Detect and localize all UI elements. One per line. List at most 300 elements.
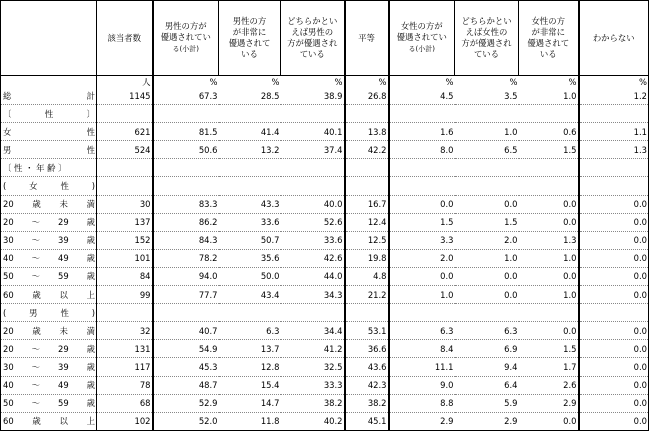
- cell-men-much: 43.4: [219, 286, 281, 304]
- row-label-part: 歳: [32, 289, 41, 300]
- cell-men-much: 43.3: [219, 195, 281, 213]
- header-men-much: [219, 1, 281, 76]
- cell-men-some: 33.3: [281, 376, 345, 394]
- table-row: [1, 105, 649, 123]
- row-label-part: 満: [86, 199, 95, 210]
- row-label-part: 計: [86, 90, 95, 101]
- row-label-part: 性: [86, 126, 95, 137]
- cell-men-some: [281, 105, 345, 123]
- unit-men-much: %: [271, 76, 280, 87]
- cell-women-total: 1.5: [389, 213, 455, 231]
- row-label-part: 60: [3, 289, 14, 300]
- unit-row: [1, 76, 649, 88]
- header-count: 該当者数: [97, 1, 153, 76]
- row-label-part: 性: [86, 144, 95, 155]
- cell-men-total: 81.5: [153, 123, 219, 141]
- header-women-some-line2: えば女性の: [465, 27, 508, 37]
- cell-equal: 42.2: [345, 141, 389, 159]
- header-men-much-line2: が非常に: [232, 27, 267, 37]
- table-row: [1, 412, 649, 430]
- cell-men-much: 12.8: [219, 358, 281, 376]
- row-label: [1, 412, 97, 430]
- header-women-some-line1: どちらかとい: [461, 16, 512, 26]
- cell-dont-know: 0.0: [579, 286, 649, 304]
- cell-equal: 4.8: [345, 267, 389, 285]
- unit-label-cell: [1, 76, 97, 88]
- unit-equal: %: [345, 76, 389, 88]
- cell-women-some: 2.9: [455, 412, 519, 430]
- header-women-total-line1: 女性の方が: [400, 21, 443, 31]
- cell-equal: [345, 304, 389, 322]
- row-label-part: 29: [57, 343, 69, 354]
- cell-women-total: 8.0: [389, 141, 455, 159]
- row-label-part: 20: [3, 325, 14, 336]
- cell-women-much: [519, 105, 579, 123]
- cell-men-total: 77.7: [153, 286, 219, 304]
- cell-equal: 21.2: [345, 286, 389, 304]
- header-men-much-line1: 男性の方: [232, 16, 267, 26]
- cell-equal: 26.8: [345, 87, 389, 105]
- cell-women-some: 1.0: [455, 123, 519, 141]
- row-label-part: 上: [86, 289, 95, 300]
- cell-dont-know: 0.0: [579, 358, 649, 376]
- unit-women-some: %: [509, 76, 518, 87]
- row-label-part: 歳: [86, 380, 95, 391]
- cell-women-much: 1.7: [519, 358, 579, 376]
- row-label-part: 49: [57, 253, 69, 264]
- row-label-part: 性: [44, 108, 54, 119]
- row-label-part: 歳: [32, 199, 41, 210]
- cell-women-much: 1.5: [519, 141, 579, 159]
- cell-equal: [345, 105, 389, 123]
- cell-men-much: 15.4: [219, 376, 281, 394]
- cell-women-much: 1.0: [519, 87, 579, 105]
- cell-women-some: [455, 159, 519, 177]
- table-row: [1, 358, 649, 376]
- header-men-some-line2: えば男性の: [291, 27, 334, 37]
- cell-count: 152: [97, 231, 153, 249]
- table-row: [1, 87, 649, 105]
- header-women-much-line2: が非常に: [531, 27, 565, 37]
- header-men-much-line4: いる: [241, 49, 258, 59]
- cell-dont-know: 0.0: [579, 267, 649, 285]
- cell-equal: 12.5: [345, 231, 389, 249]
- cell-women-some: 0.0: [455, 195, 519, 213]
- cell-men-total: 83.3: [153, 195, 219, 213]
- cell-men-total: [153, 105, 219, 123]
- cell-men-total: 52.0: [153, 412, 219, 430]
- cell-men-some: 32.5: [281, 358, 345, 376]
- cell-women-some: 0.0: [455, 286, 519, 304]
- row-label-part: 男: [3, 144, 12, 155]
- header-women-much-line4: いる: [539, 49, 557, 59]
- cell-women-some: 1.0: [455, 249, 519, 267]
- cell-men-much: 11.8: [219, 412, 281, 430]
- cell-women-total: 4.5: [389, 87, 455, 105]
- row-label-part: 性: [60, 307, 69, 318]
- row-label: [1, 304, 97, 322]
- row-label: [1, 123, 97, 141]
- row-label-part: 〕: [86, 108, 95, 119]
- row-label-part: 50: [3, 271, 14, 282]
- row-label: [1, 376, 97, 394]
- cell-women-total: [389, 304, 455, 322]
- cell-women-much: 1.0: [519, 249, 579, 267]
- row-label: [1, 177, 97, 195]
- header-men-some-line1: どちらかとい: [287, 16, 338, 26]
- cell-men-total: 50.6: [153, 141, 219, 159]
- cell-women-much: 0.0: [519, 195, 579, 213]
- row-label-part: 〜: [31, 217, 41, 228]
- unit-dont-know: %: [579, 76, 649, 88]
- cell-count: 101: [97, 249, 153, 267]
- row-label-part: 20: [3, 217, 14, 228]
- table-row: [1, 394, 649, 412]
- row-label-part: 歳: [86, 398, 95, 409]
- unit-men-some: %: [334, 76, 343, 87]
- cell-men-much: 50.7: [219, 231, 281, 249]
- row-label: [1, 231, 97, 249]
- cell-men-total: [153, 159, 219, 177]
- cell-equal: 36.6: [345, 340, 389, 358]
- cell-men-much: 14.7: [219, 394, 281, 412]
- row-label-part: 〜: [31, 361, 41, 372]
- cell-equal: 12.4: [345, 213, 389, 231]
- cell-men-much: 13.7: [219, 340, 281, 358]
- table-row: [1, 304, 649, 322]
- cell-women-much: 0.0: [519, 322, 579, 340]
- cell-men-some: 40.1: [281, 123, 345, 141]
- cell-equal: 43.6: [345, 358, 389, 376]
- cell-men-total: [153, 177, 219, 195]
- cell-count: [97, 159, 153, 177]
- cell-men-total: 94.0: [153, 267, 219, 285]
- cell-men-much: [219, 304, 281, 322]
- cell-dont-know: 0.0: [579, 340, 649, 358]
- cell-women-some: 9.4: [455, 358, 519, 376]
- cell-count: 117: [97, 358, 153, 376]
- cell-men-much: [219, 177, 281, 195]
- row-label-part: 歳: [32, 416, 41, 427]
- cell-count: 137: [97, 213, 153, 231]
- cell-men-much: [219, 159, 281, 177]
- cell-women-some: 6.4: [455, 376, 519, 394]
- cell-women-some: 6.5: [455, 141, 519, 159]
- header-men-total-line2: 優遇されてい: [160, 32, 211, 42]
- row-label-part: 30: [3, 361, 14, 372]
- row-label-part: (: [3, 307, 7, 318]
- table-body: [1, 76, 649, 431]
- cell-women-total: 6.3: [389, 322, 455, 340]
- cell-women-some: [455, 304, 519, 322]
- table-row: [1, 141, 649, 159]
- cell-men-total: 54.9: [153, 340, 219, 358]
- cell-count: 99: [97, 286, 153, 304]
- cell-count: 1145: [97, 87, 153, 105]
- header-women-total: [389, 1, 455, 76]
- row-label: [1, 213, 97, 231]
- cell-equal: 16.7: [345, 195, 389, 213]
- cell-men-some: 44.0: [281, 267, 345, 285]
- cell-dont-know: 0.0: [579, 249, 649, 267]
- cell-men-much: 28.5: [219, 87, 281, 105]
- cell-men-much: 35.6: [219, 249, 281, 267]
- cell-count: 84: [97, 267, 153, 285]
- cell-men-some: 52.6: [281, 213, 345, 231]
- cell-women-some: [455, 105, 519, 123]
- cell-men-total: 78.2: [153, 249, 219, 267]
- row-label-part: 女: [29, 181, 38, 192]
- unit-women-much: %: [568, 76, 577, 87]
- cell-women-total: 1.6: [389, 123, 455, 141]
- cell-equal: 38.2: [345, 394, 389, 412]
- row-label: [1, 358, 97, 376]
- cell-women-much: 2.9: [519, 394, 579, 412]
- cell-men-some: [281, 304, 345, 322]
- row-label-part: 男: [29, 307, 38, 318]
- cell-women-total: 0.0: [389, 267, 455, 285]
- cell-dont-know: [579, 304, 649, 322]
- cell-women-total: 8.4: [389, 340, 455, 358]
- cell-women-total: [389, 177, 455, 195]
- row-label-part: 40: [3, 253, 14, 264]
- cell-women-some: 2.0: [455, 231, 519, 249]
- cell-women-total: 1.0: [389, 286, 455, 304]
- unit-men-total: %: [153, 76, 219, 88]
- row-label: [1, 105, 97, 123]
- cell-women-much: [519, 177, 579, 195]
- row-label-part: 〜: [31, 380, 41, 391]
- row-label-part: 60: [3, 416, 14, 427]
- row-label-part: 歳: [32, 325, 41, 336]
- cell-equal: 45.1: [345, 412, 389, 430]
- cell-count: 621: [97, 123, 153, 141]
- row-label-part: (: [3, 181, 7, 192]
- cell-women-total: [389, 105, 455, 123]
- row-label: [1, 159, 97, 177]
- row-label-part: 〜: [31, 271, 41, 282]
- cell-men-some: 34.3: [281, 286, 345, 304]
- cell-men-some: [281, 177, 345, 195]
- row-label-part: 歳: [86, 343, 95, 354]
- cell-dont-know: 1.1: [579, 123, 649, 141]
- cell-men-total: 67.3: [153, 87, 219, 105]
- cell-dont-know: 0.0: [579, 231, 649, 249]
- row-label: [1, 267, 97, 285]
- row-label-part: 50: [3, 398, 14, 409]
- row-label-part: 40: [3, 380, 14, 391]
- header-men-some-line4: ている: [299, 49, 325, 59]
- row-label-part: 未: [59, 199, 68, 210]
- table-row: [1, 159, 649, 177]
- cell-men-some: 38.2: [281, 394, 345, 412]
- row-label-part: 歳: [86, 361, 95, 372]
- row-label-part: 39: [57, 235, 69, 246]
- row-label: [1, 340, 97, 358]
- cell-men-some: 40.2: [281, 412, 345, 430]
- row-label-part: 49: [57, 380, 69, 391]
- cell-women-total: 9.0: [389, 376, 455, 394]
- row-label-part: 20: [3, 199, 14, 210]
- header-women-much-line3: 優遇されて: [527, 38, 570, 48]
- cell-count: 131: [97, 340, 153, 358]
- row-label-part: 〜: [31, 398, 41, 409]
- row-label-part: 女: [3, 126, 12, 137]
- header-men-some: [281, 1, 345, 76]
- cell-dont-know: 0.0: [579, 195, 649, 213]
- cell-men-some: 40.0: [281, 195, 345, 213]
- unit-count: 人: [97, 76, 153, 88]
- table-row: [1, 376, 649, 394]
- cell-men-much: 6.3: [219, 322, 281, 340]
- cell-men-much: 13.2: [219, 141, 281, 159]
- header-women-much-line1: 女性の方: [531, 16, 565, 26]
- table-row: [1, 249, 649, 267]
- row-label-part: 満: [86, 325, 95, 336]
- cell-women-some: 0.0: [455, 267, 519, 285]
- row-label-part: 〜: [31, 343, 41, 354]
- row-label-part: 〜: [31, 235, 41, 246]
- table-row: [1, 195, 649, 213]
- row-label-part: 59: [57, 271, 69, 282]
- row-label-part: 以: [59, 416, 68, 427]
- cell-count: [97, 177, 153, 195]
- header-dont-know: わからない: [579, 1, 649, 76]
- cell-equal: 42.3: [345, 376, 389, 394]
- cell-women-some: 3.5: [455, 87, 519, 105]
- header-label-cell: [1, 1, 97, 76]
- cell-count: 68: [97, 394, 153, 412]
- cell-women-much: [519, 159, 579, 177]
- cell-women-much: 1.0: [519, 286, 579, 304]
- cell-men-some: 42.6: [281, 249, 345, 267]
- cell-equal: [345, 177, 389, 195]
- cell-dont-know: 0.0: [579, 394, 649, 412]
- cell-men-much: 41.4: [219, 123, 281, 141]
- cell-women-much: 0.0: [519, 412, 579, 430]
- row-label: [1, 249, 97, 267]
- cell-women-total: [389, 159, 455, 177]
- cell-women-some: 1.5: [455, 213, 519, 231]
- row-label-part: 歳: [86, 235, 95, 246]
- cell-count: 102: [97, 412, 153, 430]
- cell-women-much: 0.6: [519, 123, 579, 141]
- row-label-part: 30: [3, 235, 14, 246]
- cell-women-some: [455, 177, 519, 195]
- cell-men-some: [281, 159, 345, 177]
- cell-count: [97, 105, 153, 123]
- header-women-much: [519, 1, 579, 76]
- row-label: [1, 141, 97, 159]
- header-women-some-line4: ている: [473, 49, 500, 59]
- cell-men-total: 52.9: [153, 394, 219, 412]
- cell-men-some: 34.4: [281, 322, 345, 340]
- cell-men-some: 33.6: [281, 231, 345, 249]
- cell-men-total: 45.3: [153, 358, 219, 376]
- row-label-part: ): [91, 181, 95, 192]
- row-label-part: 歳: [86, 271, 95, 282]
- header-equal: 平等: [345, 1, 389, 76]
- row-label-part: 未: [59, 325, 68, 336]
- header-men-total-line3: る(小計): [172, 45, 199, 53]
- row-label-part: 歳: [86, 253, 95, 264]
- cell-women-much: 0.0: [519, 213, 579, 231]
- cell-dont-know: 0.0: [579, 376, 649, 394]
- row-label-part: 〔: [3, 108, 12, 119]
- header-men-some-line3: 方が優遇され: [287, 38, 338, 48]
- header-women-some: [455, 1, 519, 76]
- row-label: [1, 286, 97, 304]
- cell-count: 78: [97, 376, 153, 394]
- header-men-total: [153, 1, 219, 76]
- cell-dont-know: 1.2: [579, 87, 649, 105]
- cell-count: 32: [97, 322, 153, 340]
- row-label: [1, 394, 97, 412]
- row-label-part: 以: [59, 289, 68, 300]
- cell-dont-know: [579, 177, 649, 195]
- cell-count: 524: [97, 141, 153, 159]
- cell-count: 30: [97, 195, 153, 213]
- row-label: [1, 322, 97, 340]
- cell-dont-know: [579, 159, 649, 177]
- header-women-total-line2: 優遇されてい: [396, 32, 447, 42]
- cell-men-much: [219, 105, 281, 123]
- cell-women-much: 1.3: [519, 231, 579, 249]
- table-row: [1, 340, 649, 358]
- cell-men-some: 38.9: [281, 87, 345, 105]
- cell-equal: 19.8: [345, 249, 389, 267]
- row-label-part: 上: [86, 416, 95, 427]
- cell-men-some: 37.4: [281, 141, 345, 159]
- cell-men-much: 33.6: [219, 213, 281, 231]
- cell-equal: 13.8: [345, 123, 389, 141]
- cell-men-much: 50.0: [219, 267, 281, 285]
- cell-men-some: 41.2: [281, 340, 345, 358]
- row-label-part: ): [91, 307, 95, 318]
- row-label-part: 歳: [86, 217, 95, 228]
- cell-men-total: 48.7: [153, 376, 219, 394]
- cell-men-total: [153, 304, 219, 322]
- cell-women-total: 8.8: [389, 394, 455, 412]
- header-men-total-line1: 男性の方が: [164, 21, 207, 31]
- table-row: [1, 213, 649, 231]
- cell-women-total: 2.0: [389, 249, 455, 267]
- row-label-part: 〔 性 ・ 年 齢 〕: [3, 162, 67, 173]
- header-women-total-line3: る(小計): [408, 45, 435, 53]
- row-label-part: 20: [3, 343, 14, 354]
- cell-women-total: 2.9: [389, 412, 455, 430]
- cell-dont-know: 1.3: [579, 141, 649, 159]
- table-row: [1, 177, 649, 195]
- cell-women-total: 11.1: [389, 358, 455, 376]
- cell-women-much: 2.6: [519, 376, 579, 394]
- table-row: [1, 286, 649, 304]
- cell-men-total: 86.2: [153, 213, 219, 231]
- cell-dont-know: [579, 105, 649, 123]
- unit-women-total: %: [389, 76, 455, 88]
- table-row: [1, 123, 649, 141]
- cell-equal: 53.1: [345, 322, 389, 340]
- cell-equal: [345, 159, 389, 177]
- cell-dont-know: 0.0: [579, 213, 649, 231]
- row-label: [1, 195, 97, 213]
- cell-women-much: 0.0: [519, 267, 579, 285]
- cell-dont-know: 0.0: [579, 322, 649, 340]
- row-label-part: 59: [57, 398, 69, 409]
- cell-dont-know: 0.0: [579, 412, 649, 430]
- table-row: [1, 267, 649, 285]
- cell-women-much: [519, 304, 579, 322]
